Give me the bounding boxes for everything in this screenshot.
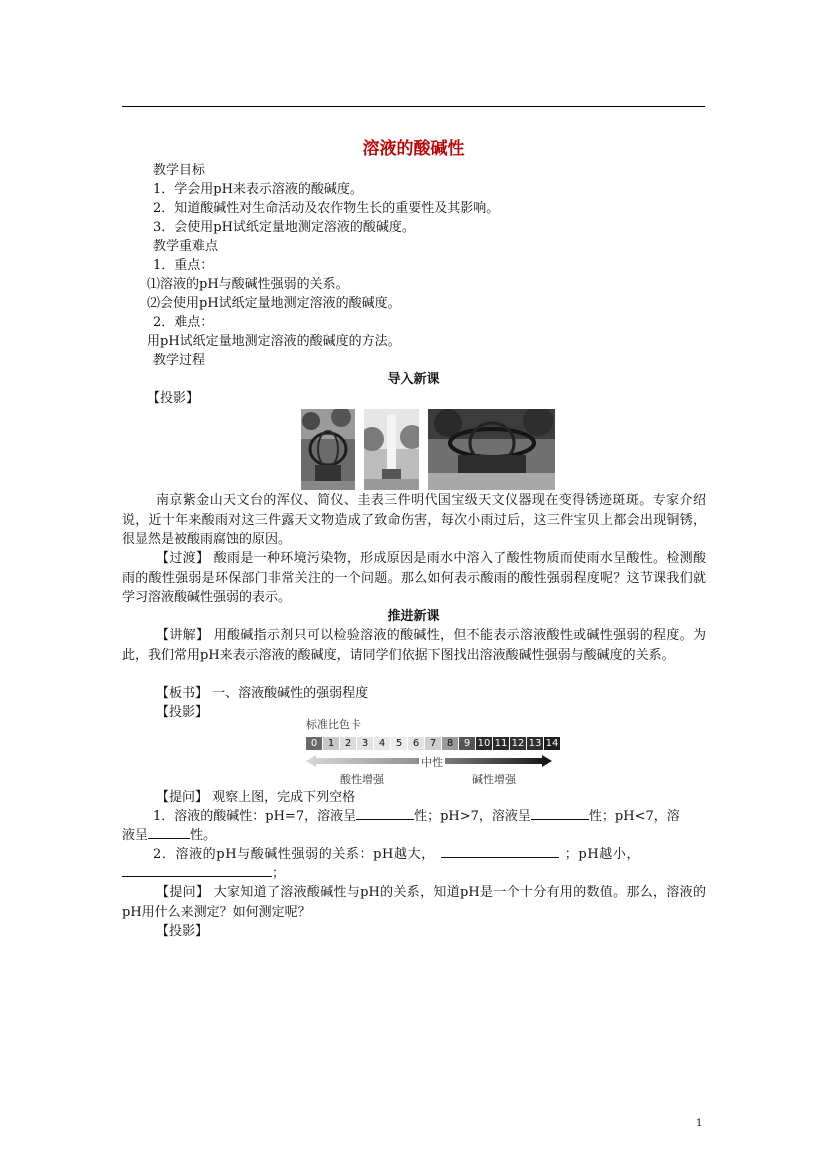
- question-1-line: [153, 807, 680, 826]
- projection-label-3: 【投影】: [156, 924, 209, 939]
- q1-part-b: 性；pH>7，溶液呈: [414, 809, 531, 824]
- base-label: 碱性增强: [472, 773, 516, 786]
- projection-label-2: 【投影】: [156, 705, 209, 720]
- q1-part-e: 性。: [190, 828, 217, 843]
- header-rule: [122, 106, 705, 107]
- goal-1: 1．学会用pH来表示溶液的酸碱度。: [153, 182, 363, 197]
- photo-instrument: [428, 409, 555, 490]
- key-heading: 教学重难点: [153, 239, 219, 254]
- ph-cell-9: 9: [459, 737, 475, 750]
- question-2-line-2: [122, 864, 285, 883]
- projection-label-1: 【投影】: [147, 391, 200, 406]
- key-2: 2．难点：: [153, 315, 214, 330]
- blank-acidic[interactable]: [148, 826, 190, 839]
- question-1-line-2: [122, 826, 216, 845]
- photo-gnomon: [364, 409, 419, 490]
- blank-ph-smaller[interactable]: [122, 864, 272, 877]
- blank-ph-larger[interactable]: [441, 845, 559, 858]
- transition-text: 酸雨是一种环境污染物，形成原因是雨水中溶入了酸性物质而使雨水呈酸性。检测酸雨的酸性强弱是环保部门非常关注的一个问题。那么如何表示酸雨的酸性强弱程度呢？这节课我们就学习溶液酸碱性强弱的表示。: [122, 551, 706, 605]
- ph-cell-14: 14: [545, 738, 559, 749]
- acid-label: 酸性增强: [340, 773, 384, 786]
- key-1: 1．重点：: [153, 258, 214, 273]
- paragraph-transition: [122, 549, 706, 608]
- q2-part-c: ；: [272, 866, 286, 881]
- photo-armillary: [301, 409, 355, 490]
- question-text: 大家知道了溶液酸碱性与pH的关系，知道pH是一个十分有用的数值。那么，溶液的pH用什么来测定？如何测定呢？: [122, 885, 706, 920]
- q1-part-d: 液呈: [122, 828, 149, 843]
- ph-chart-label: 标准比色卡: [306, 718, 361, 731]
- ph-cell-0: 0: [306, 737, 322, 750]
- transition-tag: 【过渡】: [156, 551, 210, 566]
- goal-3: 3．会使用pH试纸定量地测定溶液的酸碱度。: [153, 220, 415, 235]
- q2-part-b: ；pH越小，: [564, 847, 641, 862]
- ph-cell-10: 10: [477, 738, 491, 749]
- q1-part-a: 1．溶液的酸碱性：pH=7，溶液呈: [153, 809, 357, 824]
- ph-cell-6: 6: [408, 737, 424, 750]
- key-1a: ⑴溶液的pH与酸碱性强弱的关系。: [147, 277, 349, 292]
- goal-2: 2．知道酸碱性对生命活动及农作物生长的重要性及其影响。: [153, 201, 500, 216]
- new-lesson-heading: 推进新课: [387, 609, 440, 624]
- ph-cell-12: 12: [511, 738, 525, 749]
- goals-heading: 教学目标: [153, 163, 206, 178]
- blank-alkaline[interactable]: [531, 807, 589, 820]
- paragraph-observatory: 南京紫金山天文台的浑仪、简仪、圭表三件明代国宝级天文仪器现在变得锈迹斑斑。专家介绍说，近十年来酸雨对这三件露天文物造成了致命伤害，每次小雨过后，这三件宝贝上都会出现铜锈，很显然是被酸雨腐蚀的原因。: [122, 493, 706, 547]
- ph-cell-1: 1: [323, 737, 339, 750]
- q1-part-c: 性；pH<7，溶: [588, 809, 680, 824]
- neutral-label: 中性: [421, 756, 443, 769]
- explanation-text: 用酸碱指示剂只可以检验溶液的酸碱性，但不能表示溶液酸性或碱性强弱的程度。为此，我们常用pH来表示溶液的酸碱度，请同学们依据下图找出溶液酸碱性强弱与酸碱度的关系。: [122, 628, 706, 663]
- question-tag: 【提问】: [156, 885, 210, 900]
- ph-cell-4: 4: [374, 737, 390, 750]
- intro-heading: 导入新课: [387, 372, 440, 387]
- question-2-line: [153, 845, 640, 864]
- explanation-tag: 【讲解】: [156, 628, 210, 643]
- ph-color-chart: [306, 717, 559, 787]
- paragraph-question-2: [122, 883, 706, 922]
- ph-cell-3: 3: [357, 737, 373, 750]
- process-heading: 教学过程: [153, 353, 206, 368]
- page-number: 1: [696, 1118, 703, 1129]
- ph-cell-8: 8: [442, 737, 458, 750]
- ph-cell-11: 11: [494, 738, 508, 749]
- paragraph-explanation: [122, 626, 706, 665]
- question-prompt-1: 【提问】 观察上图，完成下列空格: [156, 790, 356, 805]
- ph-cells: [306, 737, 560, 750]
- key-2a: 用pH试纸定量地测定溶液的酸碱度的方法。: [147, 334, 401, 349]
- ph-cell-5: 5: [391, 737, 407, 750]
- blank-neutral[interactable]: [356, 807, 414, 820]
- ph-cell-2: 2: [340, 737, 356, 750]
- board-note: 【板书】 一、溶液酸碱性的强弱程度: [156, 686, 369, 701]
- key-1b: ⑵会使用pH试纸定量地测定溶液的酸碱度。: [147, 296, 401, 311]
- q2-part-a: 2．溶液的pH与酸碱性强弱的关系：pH越大，: [153, 847, 435, 862]
- page-title: 溶液的酸碱性: [362, 139, 465, 159]
- ph-cell-13: 13: [528, 738, 542, 749]
- ph-cell-7: 7: [425, 737, 441, 750]
